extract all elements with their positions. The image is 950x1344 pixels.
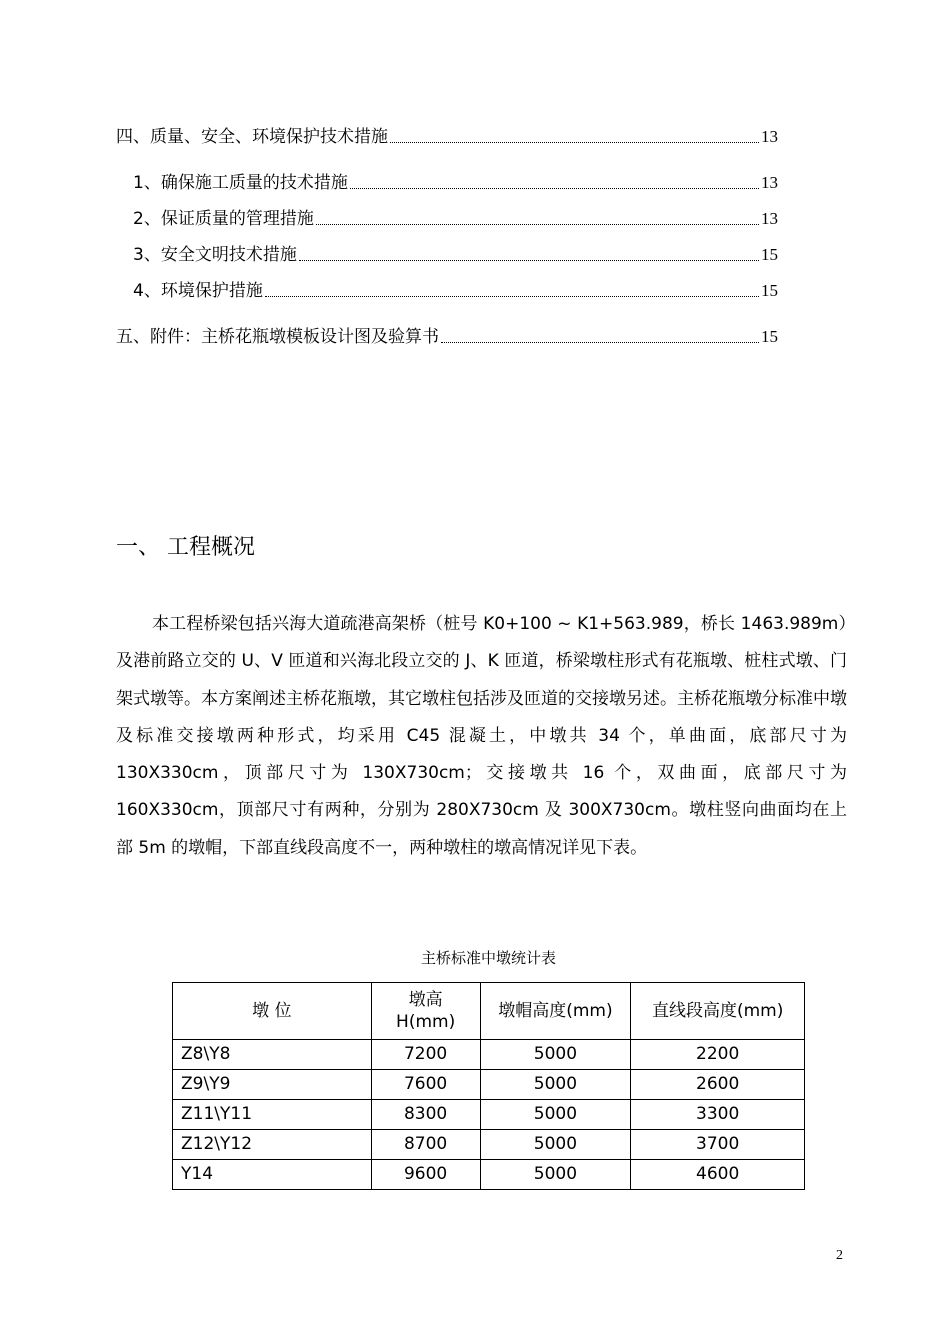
toc-leader-dots bbox=[350, 187, 759, 189]
table-header-cell: 墩高H(mm) bbox=[371, 983, 480, 1040]
toc-entry-page: 15 bbox=[761, 245, 778, 264]
toc-entry-page: 13 bbox=[761, 173, 778, 192]
toc-entry-page: 13 bbox=[761, 209, 778, 228]
toc-entry-title: 3、安全文明技术措施 bbox=[133, 245, 297, 265]
table-cell: 5000 bbox=[480, 1160, 631, 1190]
toc-entry-title: 1、确保施工质量的技术措施 bbox=[133, 173, 348, 193]
table-header-cell: 直线段高度(mm) bbox=[631, 983, 805, 1040]
table-cell: 7600 bbox=[371, 1070, 480, 1100]
toc-entry[interactable] bbox=[133, 243, 778, 267]
table-cell: 5000 bbox=[480, 1100, 631, 1130]
table-header-cell: 墩 位 bbox=[173, 983, 372, 1040]
toc-entry[interactable] bbox=[116, 125, 778, 149]
table-cell: 2600 bbox=[631, 1070, 805, 1100]
table-row bbox=[173, 1040, 805, 1070]
table-cell: 3700 bbox=[631, 1130, 805, 1160]
toc-entry[interactable] bbox=[133, 171, 778, 195]
toc-entry[interactable] bbox=[133, 207, 778, 231]
table-row bbox=[173, 1070, 805, 1100]
toc-entry-page: 15 bbox=[761, 281, 778, 300]
table-row bbox=[173, 1130, 805, 1160]
body-paragraph: 本工程桥梁包括兴海大道疏港高架桥（桩号 K0+100 ~ K1+563.989，桥长 1463.989m）及港前路立交的 U、V 匝道和兴海北段立交的 J、K 匝道，桥梁墩柱形式有花瓶墩、桩柱式墩、门架式墩等。本方案阐述主桥花瓶墩，其它墩柱包括涉及匝道的交接墩另述。主桥花瓶墩分标准中墩及标准交接墩两种形式，均采用 C45 混凝土，中墩共 34 个，单曲面，底部尺寸为 130X330cm，顶部尺寸为 130X730cm；交接墩共 16 个，双曲面，底部尺寸为 160X330cm，顶部尺寸有两种，分别为 280X730cm 及 300X730cm。墩柱竖向曲面均在上部 5m 的墩帽，下部直线段高度不一，两种墩柱的墩高情况详见下表。 bbox=[116, 614, 847, 858]
table-cell: 4600 bbox=[631, 1160, 805, 1190]
table-cell: 7200 bbox=[371, 1040, 480, 1070]
table-cell: Z8\Y8 bbox=[173, 1040, 372, 1070]
table-row bbox=[173, 1100, 805, 1130]
table-header-cell: 墩帽高度(mm) bbox=[480, 983, 631, 1040]
table-cell: Z11\Y11 bbox=[173, 1100, 372, 1130]
toc-leader-dots bbox=[390, 141, 759, 143]
table-cell: 8700 bbox=[371, 1130, 480, 1160]
table-cell: 5000 bbox=[480, 1070, 631, 1100]
toc-entry[interactable] bbox=[116, 325, 778, 349]
table-cell: 9600 bbox=[371, 1160, 480, 1190]
table-cell: 5000 bbox=[480, 1130, 631, 1160]
table-cell: 8300 bbox=[371, 1100, 480, 1130]
pier-statistics-table bbox=[172, 982, 805, 1190]
section-heading: 一、 工程概况 bbox=[116, 535, 255, 560]
table-cell: Z12\Y12 bbox=[173, 1130, 372, 1160]
toc-entry[interactable] bbox=[133, 279, 778, 303]
toc-leader-dots bbox=[265, 295, 759, 297]
toc-leader-dots bbox=[316, 223, 759, 225]
toc-entry-page: 15 bbox=[761, 327, 778, 346]
toc-entry-page: 13 bbox=[761, 127, 778, 146]
table-cell: Z9\Y9 bbox=[173, 1070, 372, 1100]
table-cell: 2200 bbox=[631, 1040, 805, 1070]
toc-entry-title: 2、保证质量的管理措施 bbox=[133, 209, 314, 229]
table-header-row bbox=[173, 983, 805, 1040]
toc-entry-title: 4、环境保护措施 bbox=[133, 281, 263, 301]
table-caption: 主桥标准中墩统计表 bbox=[420, 949, 556, 967]
toc-entry-title: 五、附件：主桥花瓶墩模板设计图及验算书 bbox=[116, 327, 439, 347]
toc-leader-dots bbox=[441, 341, 759, 343]
table-cell: 3300 bbox=[631, 1100, 805, 1130]
toc-entry-title: 四、质量、安全、环境保护技术措施 bbox=[116, 127, 388, 147]
toc-leader-dots bbox=[299, 259, 759, 261]
table-cell: 5000 bbox=[480, 1040, 631, 1070]
table-cell: Y14 bbox=[173, 1160, 372, 1190]
table-row bbox=[173, 1160, 805, 1190]
page-number: 2 bbox=[836, 1248, 843, 1263]
